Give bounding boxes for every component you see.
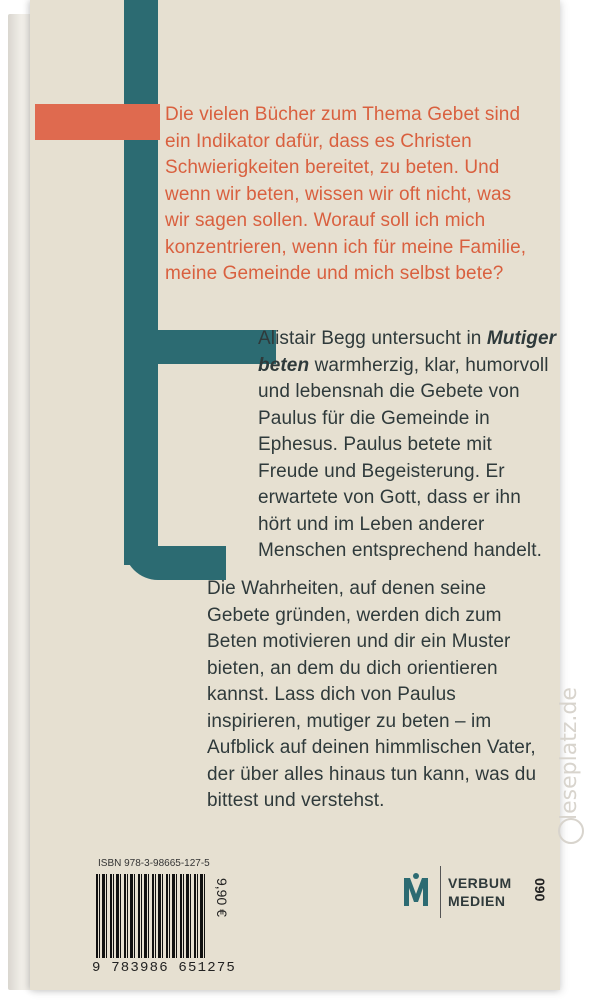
blurb-paragraph-3: Die Wahrheiten, auf denen seine Gebete gründen, werden dich zum Beten motivieren und dir ein Muster bieten, an dem du dich orientieren kannst. Lass dich von Paulus inspirieren, mutiger zu beten – im Aufblick auf deinen himmlischen Vater, der über alles hinaus tun kann, was du bittest und verstehst. <box>207 578 537 811</box>
publisher-line-2: MEDIEN <box>448 893 506 909</box>
isbn-label: ISBN 978-3-98665-127-5 <box>98 858 210 869</box>
blurb-paragraph-2 <box>258 326 558 565</box>
publisher-divider <box>440 866 441 918</box>
blurb-intro: Die vielen Bücher zum Thema Gebet sind ein Indikator dafür, dass es Christen Schwierigkeiten bereitet, zu beten. Und wenn wir beten, wissen wir oft nicht, was wir sagen sollen. Worauf soll ich mich konzentrieren, wenn ich für meine Familie, meine Gemeinde und mich selbst bete? <box>165 104 527 284</box>
publisher-name <box>448 874 512 910</box>
price: 9,90 € <box>214 878 230 917</box>
watermark-book-icon <box>558 818 584 844</box>
publisher-logo-icon <box>402 872 430 910</box>
teal-horizontal-bar <box>124 330 276 364</box>
teal-curved-bar <box>124 546 226 580</box>
barcode-numbers: 9 783986 651275 <box>92 960 237 976</box>
teal-vertical-bar <box>124 0 158 565</box>
publisher-line-1: VERBUM <box>448 875 512 891</box>
book-title: Mutiger beten <box>258 328 557 376</box>
blurb-p2-rest: warmherzig, klar, humorvoll und lebensnah die Gebete von Paulus für die Gemeinde in Ephesus. Paulus betete mit Freude und Begeisterung. Er erwartete von Gott, dass er ihn hört und im Leben anderer Menschen entsprechend handelt. <box>258 354 549 561</box>
blurb-p2-lead: Alistair Begg untersucht in <box>258 328 482 349</box>
orange-accent-block <box>35 104 160 140</box>
watermark: leseplatz.de <box>557 687 582 820</box>
barcode <box>96 874 208 958</box>
side-code: 090 <box>532 878 548 902</box>
